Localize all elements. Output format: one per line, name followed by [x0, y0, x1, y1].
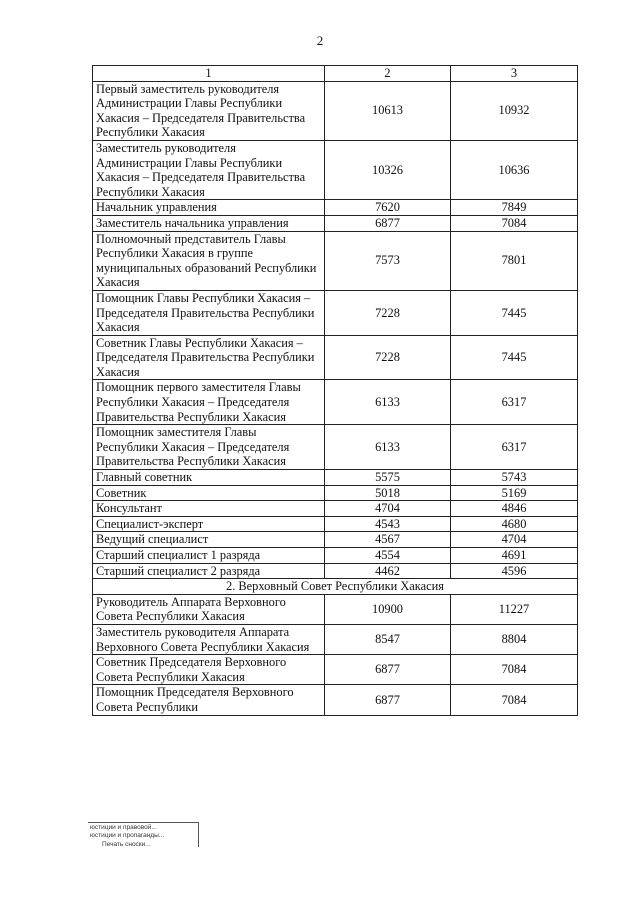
- table-row: [93, 532, 578, 548]
- position-title: Старший специалист 2 разряда: [93, 563, 325, 579]
- position-title: Начальник управления: [93, 200, 325, 216]
- salary-table: [92, 65, 578, 716]
- table-row: [93, 215, 578, 231]
- value-col-3: 11227: [451, 594, 578, 624]
- value-col-3: 4596: [451, 563, 578, 579]
- header-col-2: 2: [325, 66, 451, 82]
- value-col-2: 7228: [325, 335, 451, 380]
- stamp-line-1: юстиции и правовой...: [90, 824, 157, 831]
- table-row: [93, 81, 578, 140]
- table-row: [93, 231, 578, 290]
- value-col-2: 7620: [325, 200, 451, 216]
- position-title: Помощник Главы Республики Хакасия – Председателя Правительства Республики Хакасия: [93, 290, 325, 335]
- position-title: Консультант: [93, 501, 325, 517]
- table-header-row: [93, 66, 578, 82]
- position-title: Полномочный представитель Главы Республики Хакасия в группе муниципальных образований Республики Хакасия: [93, 231, 325, 290]
- value-col-2: 6877: [325, 655, 451, 685]
- value-col-2: 6877: [325, 685, 451, 715]
- position-title: Главный советник: [93, 470, 325, 486]
- value-col-3: 6317: [451, 380, 578, 425]
- value-col-2: 10326: [325, 140, 451, 199]
- value-col-3: 7084: [451, 655, 578, 685]
- table-row: [93, 624, 578, 654]
- table-row: [93, 290, 578, 335]
- position-title: Ведущий специалист: [93, 532, 325, 548]
- header-col-1: 1: [93, 66, 325, 82]
- value-col-3: 7801: [451, 231, 578, 290]
- value-col-3: 7084: [451, 215, 578, 231]
- value-col-2: 4462: [325, 563, 451, 579]
- table-row: [93, 140, 578, 199]
- position-title: Заместитель руководителя Администрации Главы Республики Хакасия – Председателя Правительства Республики Хакасия: [93, 140, 325, 199]
- value-col-3: 5743: [451, 470, 578, 486]
- position-title: Советник: [93, 485, 325, 501]
- position-title: Помощник Председателя Верховного Совета Республики: [93, 685, 325, 715]
- value-col-2: 10900: [325, 594, 451, 624]
- value-col-3: 4691: [451, 548, 578, 564]
- value-col-3: 7445: [451, 290, 578, 335]
- position-title: Заместитель начальника управления: [93, 215, 325, 231]
- position-title: Заместитель руководителя Аппарата Верховного Совета Республики Хакасия: [93, 624, 325, 654]
- value-col-2: 6133: [325, 425, 451, 470]
- position-title: Советник Главы Республики Хакасия – Председателя Правительства Республики Хакасия: [93, 335, 325, 380]
- table-row: [93, 563, 578, 579]
- stamp-line-3: Печать сноски...: [102, 841, 151, 848]
- value-col-2: 7228: [325, 290, 451, 335]
- value-col-2: 6877: [325, 215, 451, 231]
- position-title: Старший специалист 1 разряда: [93, 548, 325, 564]
- position-title: Первый заместитель руководителя Администрации Главы Республики Хакасия – Председателя Правительства Республики Хакасия: [93, 81, 325, 140]
- value-col-2: 6133: [325, 380, 451, 425]
- table-row: [93, 501, 578, 517]
- value-col-2: 5575: [325, 470, 451, 486]
- position-title: Специалист-эксперт: [93, 516, 325, 532]
- value-col-3: 10636: [451, 140, 578, 199]
- value-col-2: 4567: [325, 532, 451, 548]
- position-title: Советник Председателя Верховного Совета Республики Хакасия: [93, 655, 325, 685]
- value-col-2: 7573: [325, 231, 451, 290]
- header-col-3: 3: [451, 66, 578, 82]
- table-row: [93, 485, 578, 501]
- value-col-2: 4554: [325, 548, 451, 564]
- table-row: [93, 200, 578, 216]
- value-col-3: 4846: [451, 501, 578, 517]
- page-number: 2: [316, 33, 324, 48]
- table-row: [93, 685, 578, 715]
- value-col-3: 7445: [451, 335, 578, 380]
- value-col-2: 8547: [325, 624, 451, 654]
- table-row: [93, 516, 578, 532]
- value-col-3: 8804: [451, 624, 578, 654]
- table-row: [93, 655, 578, 685]
- table-row: [93, 425, 578, 470]
- table-row: [93, 470, 578, 486]
- value-col-3: 5169: [451, 485, 578, 501]
- registration-stamp: [88, 822, 204, 854]
- table-row: [93, 380, 578, 425]
- section-row: [93, 579, 578, 595]
- value-col-3: 7084: [451, 685, 578, 715]
- table-row: [93, 594, 578, 624]
- value-col-3: 6317: [451, 425, 578, 470]
- value-col-3: 4680: [451, 516, 578, 532]
- table-row: [93, 335, 578, 380]
- section-title: 2. Верховный Совет Республики Хакасия: [93, 579, 578, 595]
- value-col-3: 7849: [451, 200, 578, 216]
- stamp-line-2: юстиции и пропаганды...: [90, 832, 165, 839]
- value-col-2: 10613: [325, 81, 451, 140]
- value-col-2: 4543: [325, 516, 451, 532]
- table-row: [93, 548, 578, 564]
- value-col-2: 5018: [325, 485, 451, 501]
- position-title: Помощник заместителя Главы Республики Хакасия – Председателя Правительства Республики Хакасия: [93, 425, 325, 470]
- position-title: Помощник первого заместителя Главы Республики Хакасия – Председателя Правительства Республики Хакасия: [93, 380, 325, 425]
- value-col-2: 4704: [325, 501, 451, 517]
- position-title: Руководитель Аппарата Верховного Совета Республики Хакасия: [93, 594, 325, 624]
- value-col-3: 4704: [451, 532, 578, 548]
- value-col-3: 10932: [451, 81, 578, 140]
